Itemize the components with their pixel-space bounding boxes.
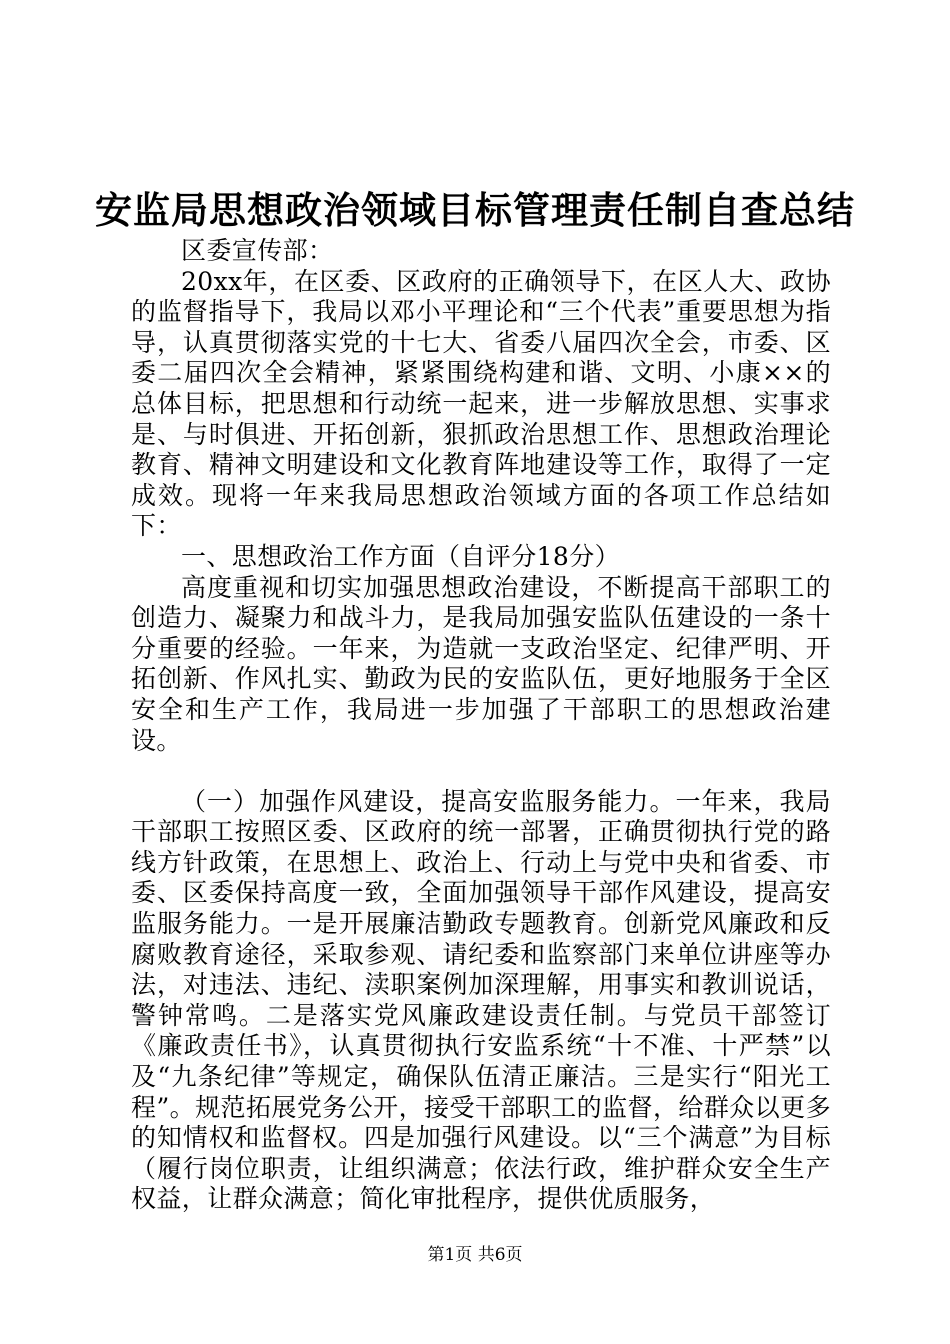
intro-paragraph: 20xx年，在区委、区政府的正确领导下，在区人大、政协的监督指导下，我局以邓小平理论和“三个代表”重要思想为指导，认真贯彻落实党的十七大、省委八届四次全会，市委、区委二届四次全会精神，紧紧围绕构建和谐、文明、小康××的总体目标，把思想和行动统一起来，进一步解放思想、实事求是、与时俱进、开拓创新，狠抓政治思想工作、思想政治理论教育、精神文明建设和文化教育阵地建设等工作，取得了一定成效。现将一年来我局思想政治领域方面的各项工作总结如下： (131, 266, 831, 541)
document-title: 安监局思想政治领域目标管理责任制自查总结 (95, 188, 855, 232)
subsection-paragraph: （一）加强作风建设，提高安监服务能力。一年来，我局干部职工按照区委、区政府的统一部署，正确贯彻执行党的路线方针政策，在思想上、政治上、行动上与党中央和省委、市委、区委保持高度一致，全面加强领导干部作风建设，提高安监服务能力。一是开展廉洁勤政专题教育。创新党风廉政和反腐败教育途径，采取参观、请纪委和监察部门来单位讲座等办法，对违法、违纪、渎职案例加深理解，用事实和教训说话，警钟常鸣。二是落实党风廉政建设责任制。与党员干部签订《廉政责任书》，认真贯彻执行安监系统“十不准、十严禁”以及“九条纪律”等规定，确保队伍清正廉洁。三是实行“阳光工程”。规范拓展党务公开，接受干部职工的监督，给群众以更多的知情权和监督权。四是加强行风建设。以“三个满意”为目标（履行岗位职责，让组织满意；依法行政，维护群众安全生产权益，让群众满意；简化审批程序，提供优质服务， (131, 786, 831, 1214)
section-paragraph: 高度重视和切实加强思想政治建设，不断提高干部职工的创造力、凝聚力和战斗力，是我局加强安监队伍建设的一条十分重要的经验。一年来，为造就一支政治坚定、纪律严明、开拓创新、作风扎实、勤政为民的安监队伍，更好地服务于全区安全和生产工作，我局进一步加强了干部职工的思想政治建设。 (131, 572, 831, 755)
document-body (131, 236, 831, 1215)
paragraph-spacer (131, 756, 831, 787)
salutation: 区委宣传部： (181, 236, 334, 265)
page-footer: 第1页 共6页 (427, 1245, 523, 1265)
section-heading: 一、思想政治工作方面（自评分18分） (181, 541, 621, 571)
